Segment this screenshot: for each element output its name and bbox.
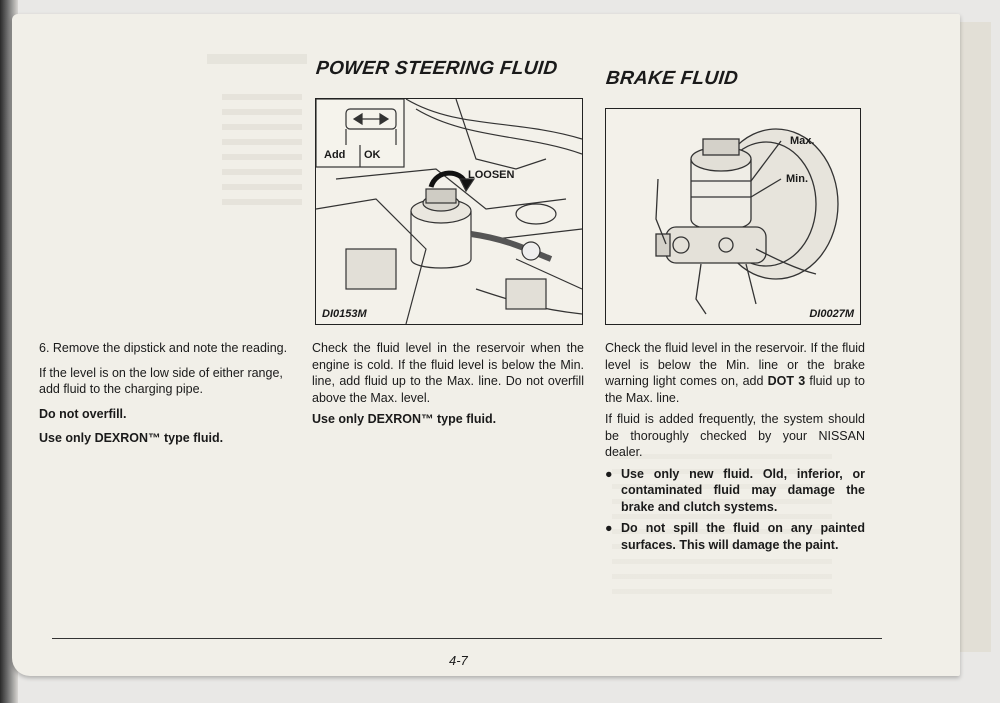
footer-rule [52, 638, 882, 639]
brake-text [605, 340, 865, 558]
brake-body-prefix: Check the fluid level in the reservoir. If the fluid level is below the Min. line or the brake warning light comes on, add [605, 341, 865, 388]
manual-page [12, 14, 960, 676]
brake-bullet [605, 520, 865, 553]
brake-fluid-figure [605, 108, 861, 325]
left-warning: Do not overfill. [39, 406, 127, 421]
label-min: Min. [786, 173, 808, 185]
brake-body-suffix: fluid up to the Max. line. [605, 374, 865, 405]
brake-bullet [605, 466, 865, 516]
power-steering-title: POWER STEERING FLUID [314, 58, 559, 79]
brake-body-dot3: DOT 3 [767, 374, 806, 388]
left-level-note: If the level is on the low side of either range, add fluid to the charging pipe. [39, 365, 283, 396]
power-steering-text [312, 340, 584, 433]
label-loosen: LOOSEN [468, 169, 515, 181]
label-add: Add [324, 149, 346, 161]
left-column [39, 340, 291, 452]
power-steering-illustration [316, 99, 582, 324]
page-number: 4-7 [449, 653, 468, 668]
brake-fluid-title: BRAKE FLUID [604, 68, 740, 89]
brake-body-2: If fluid is added frequently, the system should be thoroughly checked by your NISSAN dealer. [605, 412, 865, 459]
bullet-dot: ● [605, 521, 613, 535]
left-fluid-note: Use only DEXRON™ type fluid. [39, 431, 224, 445]
brake-bullet-text: Do not spill the fluid on any painted surfaces. This will damage the paint. [621, 521, 865, 552]
label-ok: OK [364, 149, 381, 161]
label-max: Max. [790, 135, 815, 147]
left-step: 6. Remove the dipstick and note the reading. [39, 341, 288, 355]
power-steering-figure [315, 98, 583, 325]
bullet-dot: ● [605, 466, 613, 481]
brake-figure-code: DI0027M [809, 308, 854, 320]
power-steering-note: Use only DEXRON™ type fluid. [312, 412, 497, 426]
power-steering-figure-code: DI0153M [322, 308, 367, 320]
brake-fluid-illustration [606, 109, 860, 324]
brake-body [605, 340, 865, 406]
brake-bullet-text: Use only new fluid. Old, inferior, or contaminated fluid may damage the brake and clutch systems. [621, 466, 865, 514]
power-steering-body: Check the fluid level in the reservoir when the engine is cold. If the fluid level is below the Min. line, add fluid up to the Max. line. Do not overfill above the Max. level. [312, 341, 584, 405]
